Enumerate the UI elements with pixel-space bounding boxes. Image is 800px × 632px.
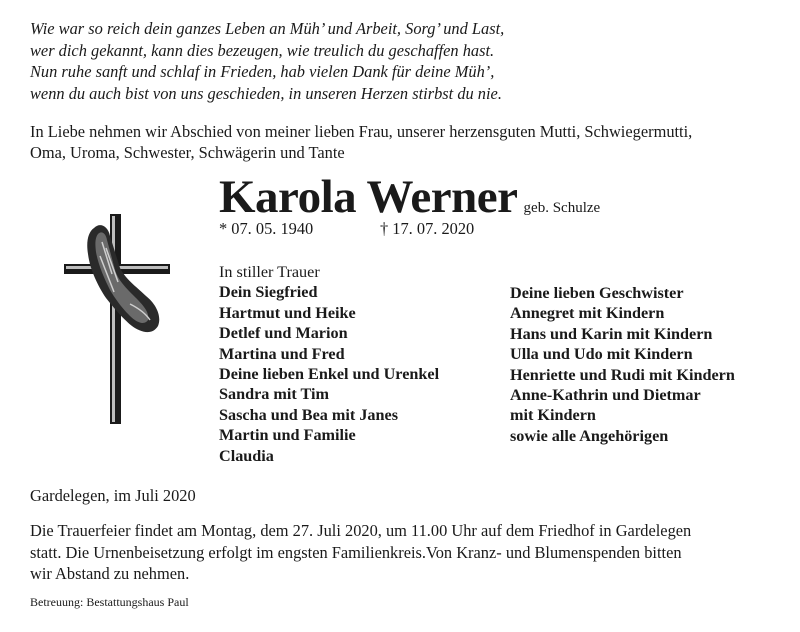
mourners-left-column (219, 262, 439, 466)
funeral-notice (30, 520, 775, 585)
mourner-entry: Detlef und Marion (219, 324, 348, 343)
mourner-entry: Hartmut und Heike (219, 303, 356, 322)
place-and-date: Gardelegen, im Juli 2020 (30, 486, 196, 505)
mourners-right-column (510, 283, 735, 446)
notice-line: Die Trauerfeier findet am Montag, dem 27. Juli 2020, um 11.00 Uhr auf dem Friedhof in Gardelegen (30, 521, 692, 540)
mourner-entry: Martina und Fred (219, 344, 345, 363)
mourner-entry: Annegret mit Kindern (510, 304, 665, 323)
mourner-entry: sowie alle Angehörigen (510, 426, 669, 445)
mourner-entry: mit Kindern (510, 406, 596, 425)
deceased-name: Karola Werner (219, 171, 518, 223)
notice-line: statt. Die Urnenbeisetzung erfolgt im engsten Familienkreis.Von Kranz- und Blumenspenden bitten (30, 542, 682, 562)
poem (30, 18, 780, 104)
mourners-heading: In stiller Trauer (219, 263, 320, 281)
mourner-entry: Martin und Familie (219, 426, 356, 445)
poem-line: wer dich gekannt, kann dies bezeugen, wie treulich du geschaffen hast. (30, 40, 495, 60)
mourner-entry: Henriette und Rudi mit Kindern (510, 365, 735, 384)
mourner-entry: Claudia (219, 446, 274, 465)
poem-line: wenn du auch bist von uns geschieden, in unseren Herzen stirbst du nie. (30, 83, 502, 103)
death-date: † 17. 07. 2020 (380, 219, 475, 238)
undertaker-credit: Betreuung: Bestattungshaus Paul (30, 595, 189, 609)
mourner-entry: Hans und Karin mit Kindern (510, 324, 713, 343)
mourner-entry: Sascha und Bea mit Janes (219, 405, 398, 424)
intro-line: Oma, Uroma, Schwester, Schwägerin und Tante (30, 143, 345, 162)
deceased-name-row (219, 170, 600, 224)
intro-text (30, 121, 780, 163)
maiden-name: geb. Schulze (523, 200, 601, 216)
mourner-entry: Deine lieben Geschwister (510, 284, 684, 302)
cross-with-praying-hands-icon (60, 208, 172, 428)
mourner-entry: Anne-Kathrin und Dietmar (510, 386, 701, 405)
notice-line: wir Abstand zu nehmen. (30, 564, 190, 583)
intro-line: In Liebe nehmen wir Abschied von meiner lieben Frau, unserer herzensguten Mutti, Schwiegermutti, (30, 122, 693, 141)
poem-line: Nun ruhe sanft und schlaf in Frieden, hab vielen Dank für deine Müh’, (30, 62, 495, 81)
poem-line: Wie war so reich dein ganzes Leben an Müh’ und Arbeit, Sorg’ und Last, (30, 19, 505, 38)
mourner-entry: Dein Siegfried (219, 283, 318, 302)
mourner-entry: Ulla und Udo mit Kindern (510, 345, 693, 364)
birth-date: * 07. 05. 1940 (219, 219, 314, 238)
mourner-entry: Deine lieben Enkel und Urenkel (219, 365, 440, 384)
mourner-entry: Sandra mit Tim (219, 385, 330, 404)
